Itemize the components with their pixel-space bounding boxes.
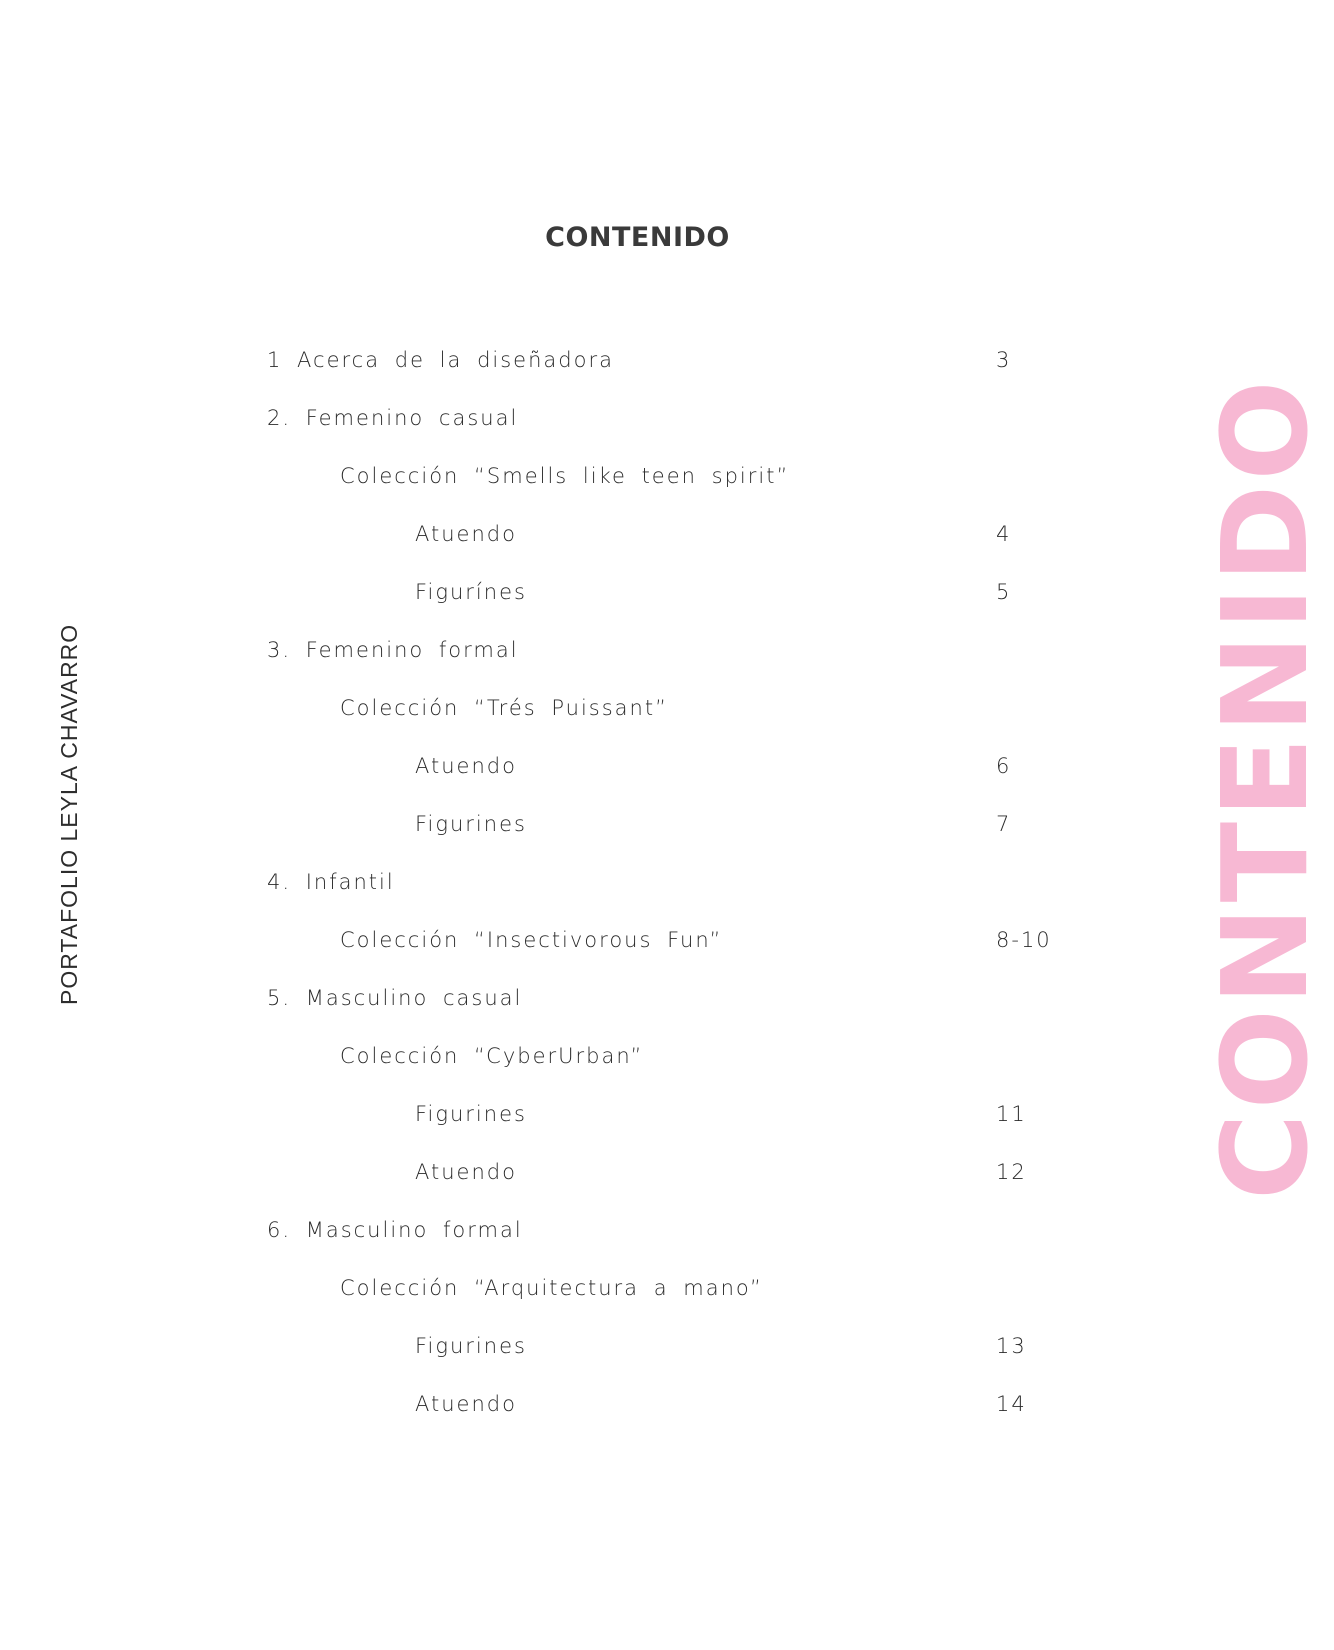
- toc-entry[interactable]: [0, 754, 1275, 794]
- toc-entry-label: Colección “Insectivorous Fun”: [340, 928, 723, 952]
- toc-entry[interactable]: [0, 464, 1275, 504]
- toc-entry-label: 6. Masculino formal: [267, 1218, 523, 1242]
- toc-entry[interactable]: [0, 812, 1275, 852]
- toc-entry-label: Colección “Smells like teen spirit”: [340, 464, 790, 488]
- toc-entry-label: Atuendo: [415, 1392, 517, 1416]
- toc-entry[interactable]: [0, 348, 1275, 388]
- toc-entry-page: 11: [996, 1102, 1027, 1126]
- toc-entry-page: 8-10: [996, 928, 1052, 952]
- toc-entry[interactable]: [0, 580, 1275, 620]
- page-title: CONTENIDO: [545, 222, 730, 253]
- toc-entry-page: 4: [996, 522, 1012, 546]
- toc-entry-page: 13: [996, 1334, 1027, 1358]
- toc-entry-page: 5: [996, 580, 1012, 604]
- toc-entry[interactable]: [0, 1044, 1275, 1084]
- toc-entry[interactable]: [0, 638, 1275, 678]
- toc-entry-label: Colección “Trés Puissant”: [340, 696, 668, 720]
- toc-entry[interactable]: [0, 1218, 1275, 1258]
- toc-entry[interactable]: [0, 1160, 1275, 1200]
- toc-entry-label: 1 Acerca de la diseñadora: [267, 348, 614, 372]
- toc-entry-label: 3. Femenino formal: [267, 638, 519, 662]
- toc-entry[interactable]: [0, 1276, 1275, 1316]
- toc-entry[interactable]: [0, 696, 1275, 736]
- toc-entry-label: Atuendo: [415, 522, 517, 546]
- toc-entry[interactable]: [0, 1334, 1275, 1374]
- toc-entry-page: 12: [996, 1160, 1027, 1184]
- watermark-text: CONTENIDO: [1196, 376, 1334, 1200]
- toc-entry[interactable]: [0, 870, 1275, 910]
- side-label: PORTAFOLIO LEYLA CHAVARRO: [56, 623, 82, 1005]
- toc-entry-label: 2. Femenino casual: [267, 406, 519, 430]
- toc-entry-label: Figurínes: [415, 580, 527, 604]
- toc-entry-page: 14: [996, 1392, 1027, 1416]
- toc-entry-label: Colección “CyberUrban”: [340, 1044, 644, 1068]
- toc-entry-label: Colección “Arquitectura a mano”: [340, 1276, 763, 1300]
- toc-entry-label: Atuendo: [415, 1160, 517, 1184]
- toc-entry-page: 7: [996, 812, 1012, 836]
- toc-entry[interactable]: [0, 928, 1275, 968]
- toc-entry[interactable]: [0, 522, 1275, 562]
- toc-entry[interactable]: [0, 406, 1275, 446]
- toc-entry-page: 3: [996, 348, 1012, 372]
- toc-entry[interactable]: [0, 986, 1275, 1026]
- toc-entry-label: Figurines: [415, 1334, 527, 1358]
- toc-entry-label: 4. Infantil: [267, 870, 395, 894]
- toc-entry-label: Figurines: [415, 812, 527, 836]
- toc-entry[interactable]: [0, 1102, 1275, 1142]
- toc-entry[interactable]: [0, 1392, 1275, 1432]
- toc-entry-label: Figurines: [415, 1102, 527, 1126]
- toc-entry-label: Atuendo: [415, 754, 517, 778]
- toc-entry-label: 5. Masculino casual: [267, 986, 523, 1010]
- toc-entry-page: 6: [996, 754, 1012, 778]
